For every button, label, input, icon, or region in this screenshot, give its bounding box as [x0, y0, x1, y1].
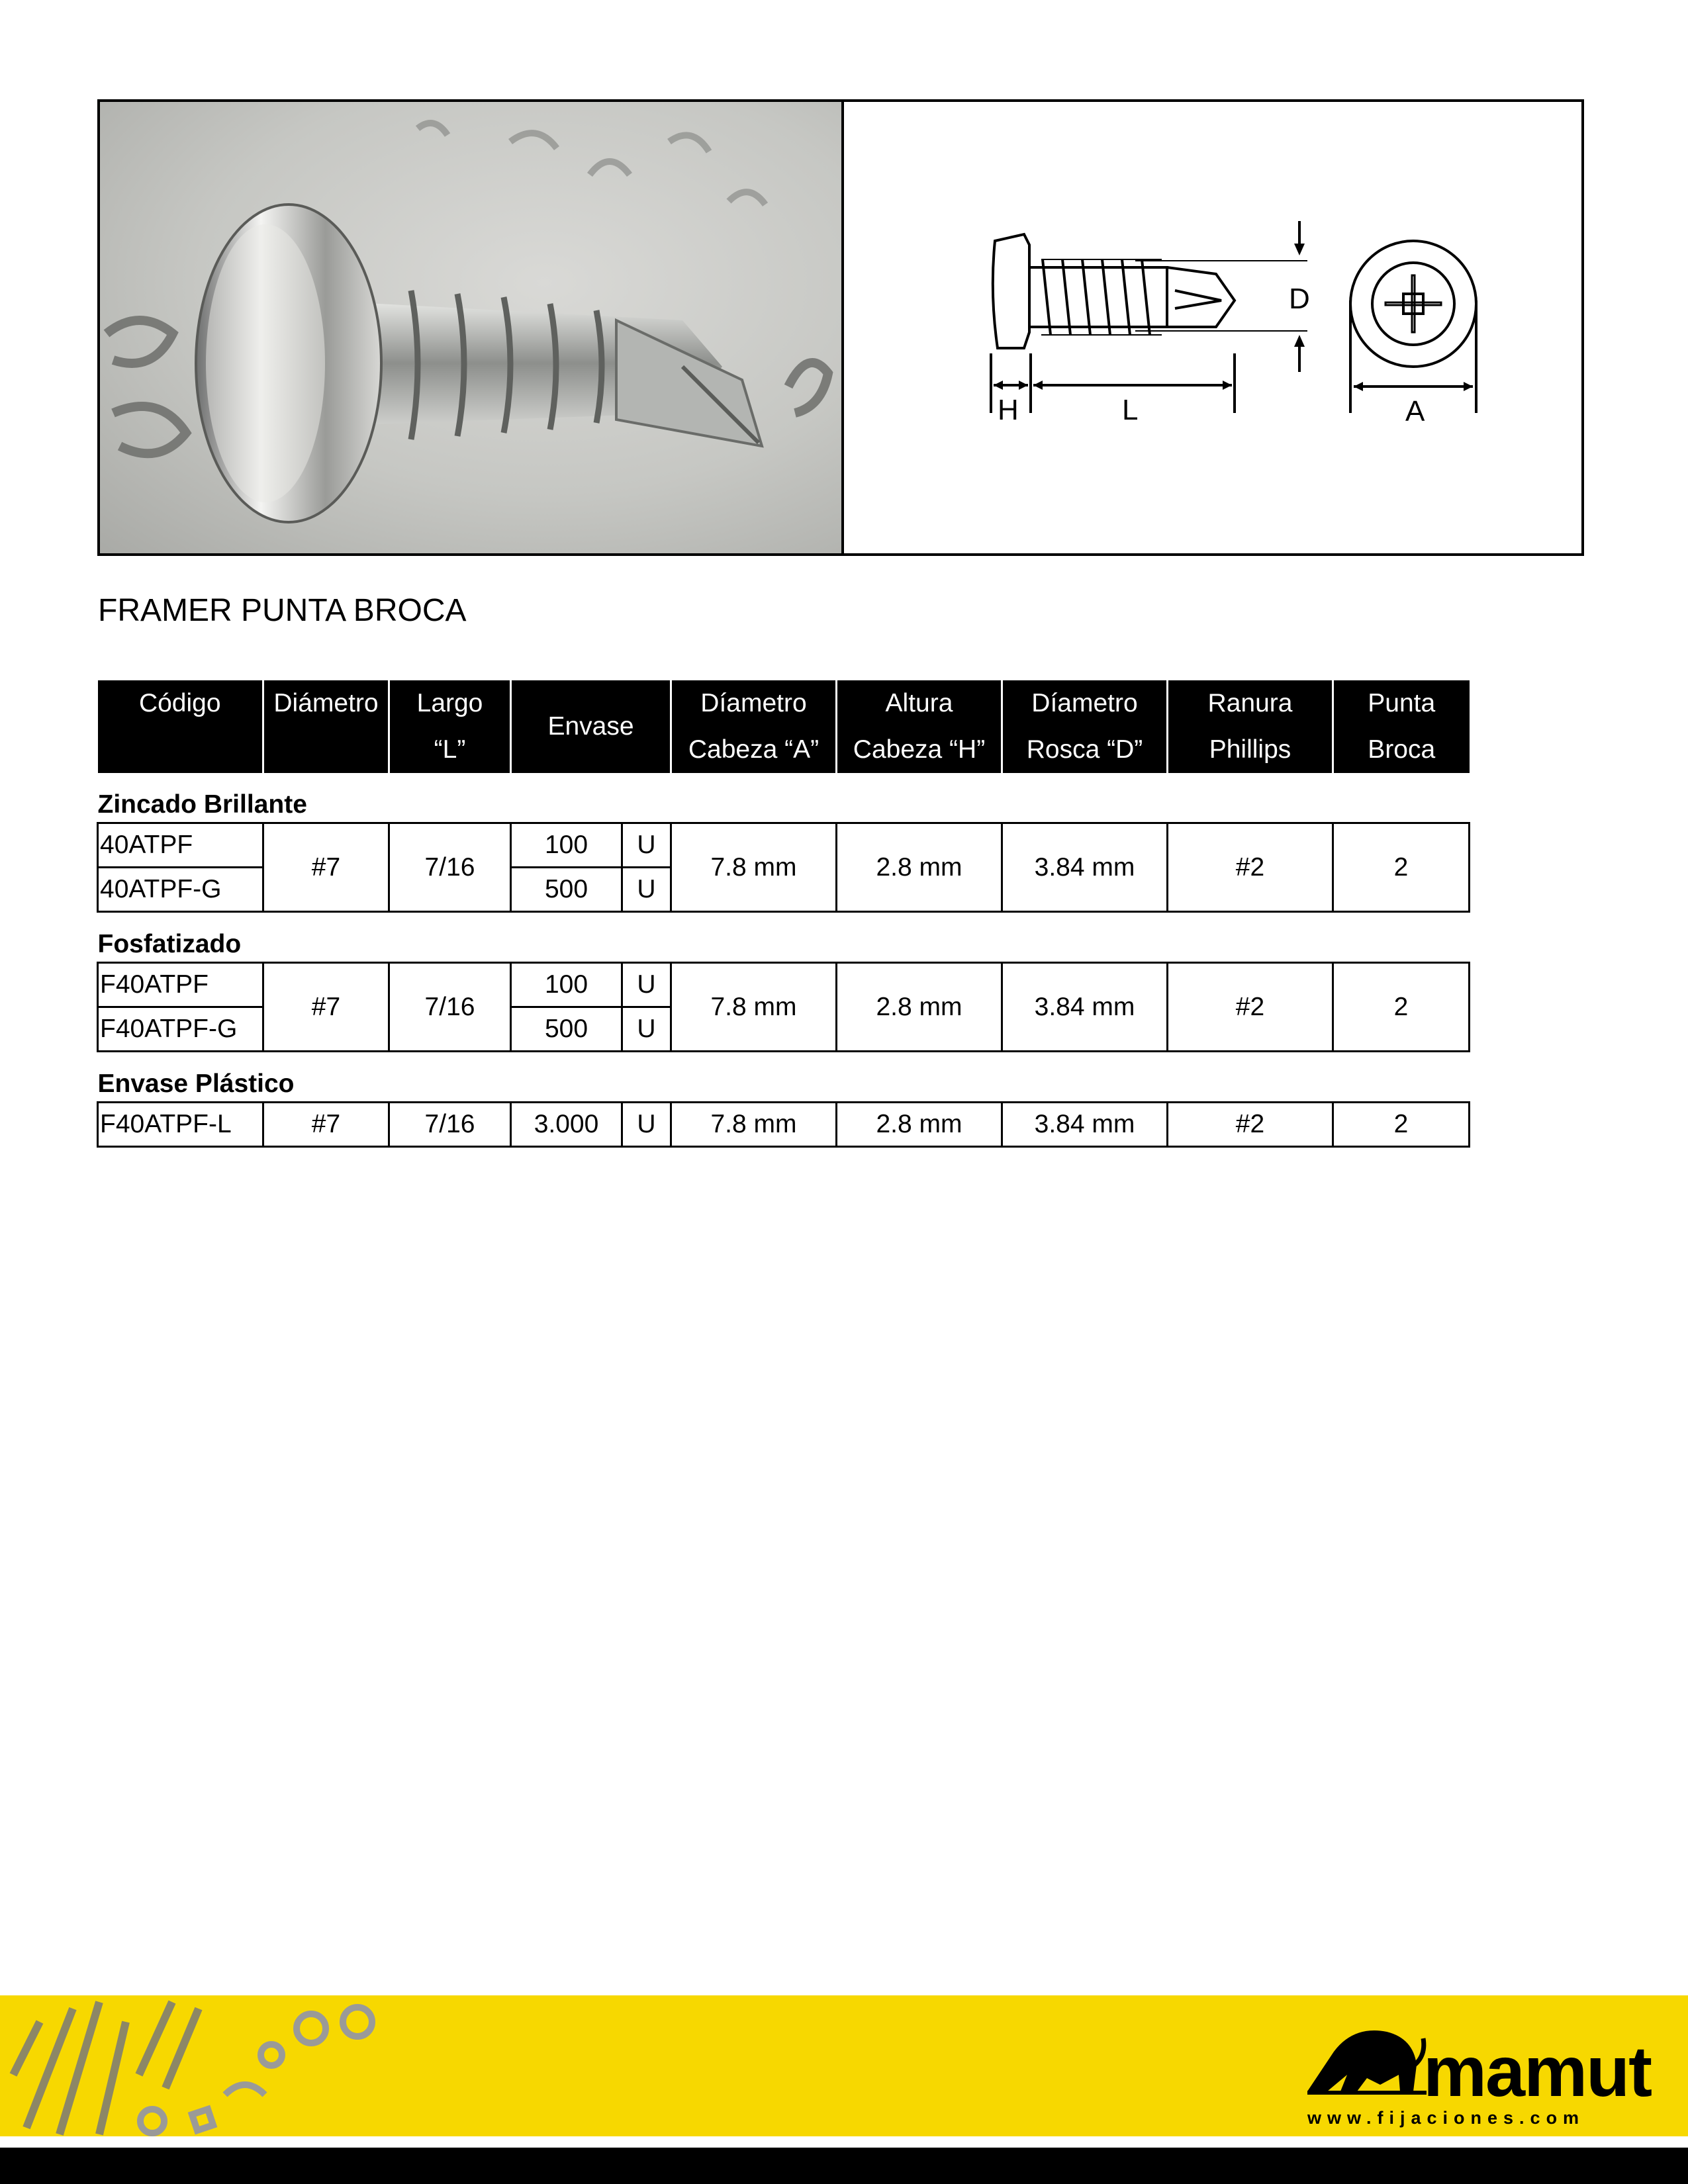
cell-codigo: 40ATPF-G	[98, 868, 263, 912]
cell-cabeza-h: 2.8 mm	[837, 823, 1002, 912]
diagram-label-a: A	[1405, 395, 1425, 428]
header-ranura-phillips: Ranura Phillips	[1168, 680, 1333, 773]
cell-envase-unit: U	[622, 868, 671, 912]
cell-phillips: #2	[1168, 963, 1333, 1052]
diagram-label-h: H	[998, 394, 1019, 426]
cell-envase-qty: 100	[511, 963, 622, 1007]
cell-codigo: F40ATPF-L	[98, 1103, 263, 1147]
cell-codigo: F40ATPF-G	[98, 1007, 263, 1052]
table-row	[98, 1103, 1470, 1147]
cell-envase-unit: U	[622, 1007, 671, 1052]
cell-envase-unit: U	[622, 1103, 671, 1147]
diagram-label-d: D	[1289, 283, 1310, 315]
cell-envase-qty: 500	[511, 1007, 622, 1052]
footer-url: www.fijaciones.com	[1307, 2108, 1585, 2128]
cell-rosca-d: 3.84 mm	[1002, 823, 1168, 912]
cell-diametro: #7	[263, 823, 389, 912]
group-label: Zincado Brillante	[97, 790, 307, 819]
product-hero	[97, 99, 1584, 556]
cell-largo: 7/16	[389, 823, 511, 912]
group-row-fosfatizado	[98, 912, 1470, 963]
cell-envase-qty: 3.000	[511, 1103, 622, 1147]
group-label: Fosfatizado	[97, 930, 242, 958]
table-header-row	[98, 680, 1470, 773]
screw-dimension-drawing	[844, 102, 1581, 553]
cell-punta: 2	[1333, 963, 1470, 1052]
mammoth-icon	[1301, 2012, 1433, 2098]
product-photo	[100, 102, 844, 553]
cell-phillips: #2	[1168, 823, 1333, 912]
logo-wordmark: mamut	[1423, 2031, 1652, 2111]
footer-black-bar	[0, 2148, 1688, 2184]
cell-envase-qty: 100	[511, 823, 622, 868]
technical-diagram	[844, 102, 1581, 553]
cell-cabeza-a: 7.8 mm	[671, 823, 837, 912]
header-diametro: Diámetro	[263, 680, 389, 773]
cell-cabeza-a: 7.8 mm	[671, 1103, 837, 1147]
product-title: FRAMER PUNTA BROCA	[98, 593, 467, 628]
cell-cabeza-a: 7.8 mm	[671, 963, 837, 1052]
header-diametro-rosca: Díametro Rosca “D”	[1002, 680, 1168, 773]
spec-table-wrapper	[97, 680, 1468, 1148]
cell-diametro: #7	[263, 963, 389, 1052]
cell-largo: 7/16	[389, 963, 511, 1052]
cell-codigo: F40ATPF	[98, 963, 263, 1007]
diagram-label-l: L	[1122, 394, 1139, 426]
cell-envase-unit: U	[622, 963, 671, 1007]
cell-envase-qty: 500	[511, 868, 622, 912]
table-row	[98, 963, 1470, 1007]
header-codigo: Código	[98, 680, 263, 773]
group-row-zincado	[98, 773, 1470, 823]
mamut-logo	[1301, 2012, 1652, 2138]
header-punta-broca: Punta Broca	[1333, 680, 1470, 773]
cell-largo: 7/16	[389, 1103, 511, 1147]
screw-photo-illustration	[100, 102, 841, 553]
cell-diametro: #7	[263, 1103, 389, 1147]
header-altura-cabeza: Altura Cabeza “H”	[837, 680, 1002, 773]
cell-rosca-d: 3.84 mm	[1002, 1103, 1168, 1147]
cell-rosca-d: 3.84 mm	[1002, 963, 1168, 1052]
cell-cabeza-h: 2.8 mm	[837, 1103, 1002, 1147]
cell-punta: 2	[1333, 823, 1470, 912]
cell-phillips: #2	[1168, 1103, 1333, 1147]
group-row-envase-plastico	[98, 1052, 1470, 1103]
cell-envase-unit: U	[622, 823, 671, 868]
spec-table	[97, 680, 1470, 1148]
header-largo: Largo “L”	[389, 680, 511, 773]
header-envase: Envase	[511, 680, 671, 773]
cell-punta: 2	[1333, 1103, 1470, 1147]
header-diametro-cabeza: Díametro Cabeza “A”	[671, 680, 837, 773]
fasteners-decoration	[0, 1995, 424, 2136]
cell-cabeza-h: 2.8 mm	[837, 963, 1002, 1052]
table-row	[98, 823, 1470, 868]
cell-codigo: 40ATPF	[98, 823, 263, 868]
group-label: Envase Plástico	[97, 1069, 295, 1098]
